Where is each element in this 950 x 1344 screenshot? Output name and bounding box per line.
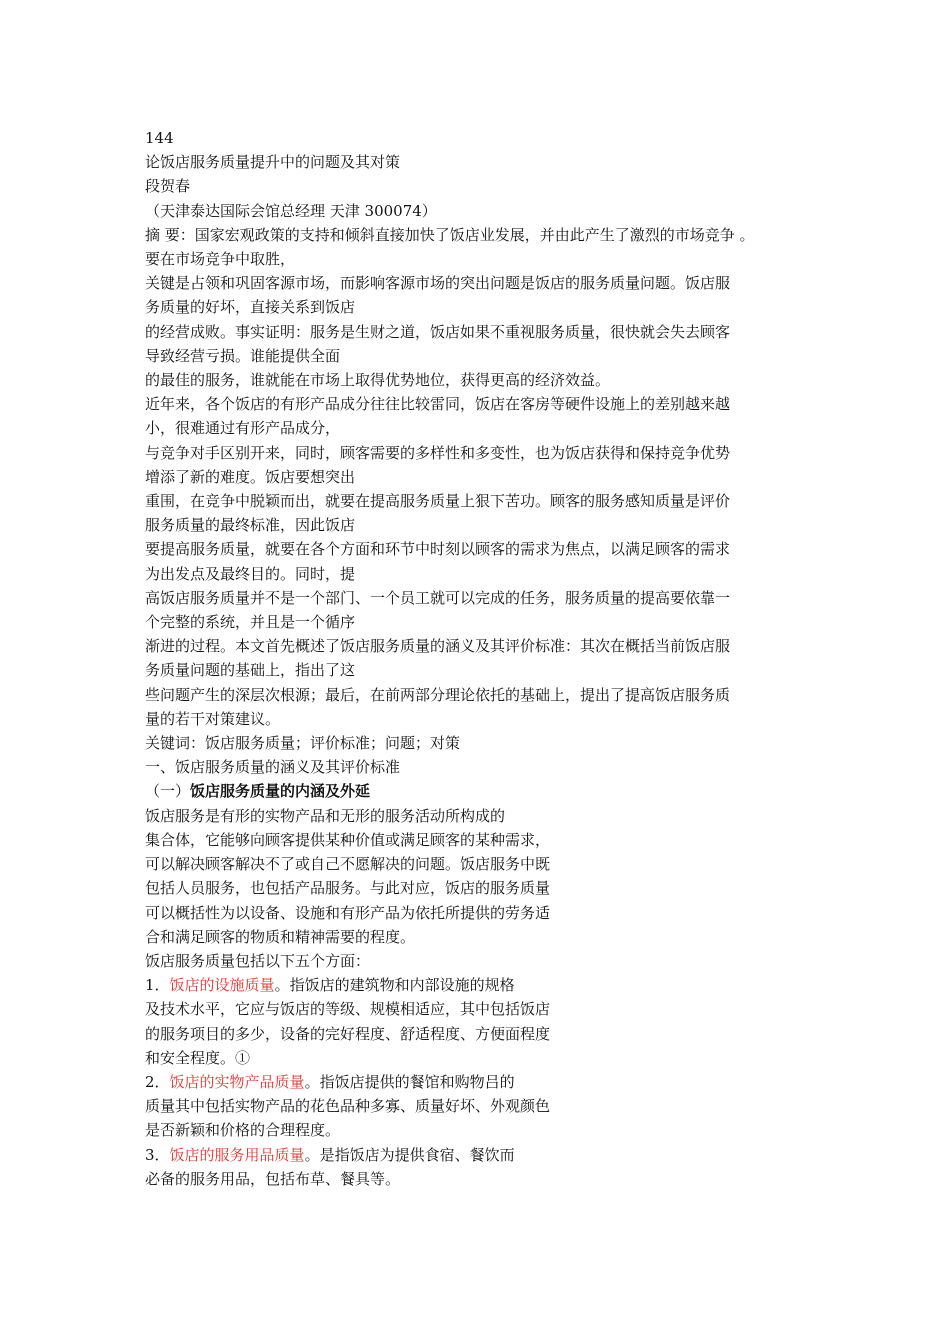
list-item-text: 。指饭店提供的餐馆和购物吕的 [304, 1072, 515, 1091]
abstract-line: 的经营成败。事实证明：服务是生财之道，饭店如果不重视服务质量，很快就会失去顾客 [145, 322, 731, 341]
body-paragraphs [145, 804, 815, 973]
abstract-line: 些问题产生的深层次根源；最后，在前两部分理论依托的基础上，提出了提高饭店服务质 [145, 685, 731, 704]
list-item-number: 2． [145, 1072, 170, 1091]
abstract-line: 服务质量的最终标准，因此饭店 [145, 516, 356, 535]
abstract-line: 务质量的好坏，直接关系到饭店 [145, 298, 356, 317]
subsection-title: 饭店服务质量的内涵及外延 [190, 782, 371, 801]
list-item-number: 3． [145, 1145, 170, 1164]
abstract-line: 个完整的系统，并且是一个循序 [145, 613, 356, 632]
body-line: 饭店服务是有形的实物产品和无形的服务活动所构成的 [145, 806, 506, 825]
abstract-line: 高饭店服务质量并不是一个部门、一个员工就可以完成的任务，服务质量的提高要依靠一 [145, 588, 731, 607]
abstract-line: 量的若干对策建议。 [145, 709, 281, 728]
page-number: 144 [145, 129, 174, 147]
abstract-line: 渐进的过程。本文首先概述了饭店服务质量的涵义及其评价标准：其次在概括当前饭店服 [145, 637, 731, 656]
subsection-prefix: （一） [145, 782, 191, 801]
abstract-line: 为出发点及最终目的。同时，提 [145, 564, 356, 583]
list-item-line: 必备的服务用品，包括布草、餐具等。 [145, 1169, 401, 1188]
list-item-line: 质量其中包括实物产品的花色品种多寡、质量好坏、外观颜色 [145, 1097, 551, 1116]
list-item-text: 。是指饭店为提供食宿、餐饮而 [304, 1145, 515, 1164]
list-item-first-line [145, 1070, 815, 1094]
abstract-line: 务质量问题的基础上，指出了这 [145, 661, 356, 680]
abstract-line: 要提高服务质量，就要在各个方面和环节中时刻以顾客的需求为焦点，以满足顾客的需求 [145, 540, 731, 559]
abstract-line: 的最佳的服务，谁就能在市场上取得优势地位，获得更高的经济效益。 [145, 371, 611, 390]
list-item-line: 和安全程度。① [145, 1048, 251, 1067]
abstract-line: 重围，在竞争中脱颖而出，就要在提高服务质量上狠下苦功。顾客的服务感知质量是评价 [145, 492, 731, 511]
list-item [145, 973, 815, 1070]
list-item-term: 饭店的服务用品质量 [169, 1145, 305, 1164]
body-line: 可以概括性为以设备、设施和有形产品为依托所提供的劳务适 [145, 903, 551, 922]
abstract-line: 增添了新的难度。饭店要想突出 [145, 467, 356, 486]
subsection-heading [145, 779, 815, 803]
list-item-first-line [145, 973, 815, 997]
article-title: 论饭店服务质量提升中的问题及其对策 [145, 153, 401, 172]
abstract-line: 与竞争对手区别开来，同时，顾客需要的多样性和多变性，也为饭店获得和保持竞争优势 [145, 443, 731, 462]
abstract [145, 223, 815, 731]
document-body [145, 126, 815, 1191]
list-item-text: 。指饭店的建筑物和内部设施的规格 [274, 976, 515, 995]
list-item-term: 饭店的设施质量 [169, 976, 275, 995]
list-item-term: 饭店的实物产品质量 [169, 1072, 305, 1091]
list-item-line: 的服务项目的多少，设备的完好程度、舒适程度、方便面程度 [145, 1024, 551, 1043]
body-line: 可以解决顾客解决不了或自己不愿解决的问题。饭店服务中既 [145, 855, 551, 874]
author-affiliation: （天津泰达国际会馆总经理 天津 300074） [145, 201, 437, 220]
abstract-line: 近年来，各个饭店的有形产品成分往往比较雷同，饭店在客房等硬件设施上的差别越来越 [145, 395, 731, 414]
keywords: 关键词：饭店服务质量；评价标准；问题；对策 [145, 734, 461, 753]
author-name: 段贺春 [145, 177, 191, 196]
body-line: 合和满足顾客的物质和精神需要的程度。 [145, 927, 416, 946]
list-item-first-line [145, 1143, 815, 1167]
list-item [145, 1143, 815, 1191]
abstract-line: 关键是占领和巩固客源市场，而影响客源市场的突出问题是饭店的服务质量问题。饭店服 [145, 274, 731, 293]
list-item [145, 1070, 815, 1143]
abstract-line: 要在市场竞争中取胜， [145, 250, 296, 269]
list-item-line: 是否新颖和价格的合理程度。 [145, 1121, 341, 1140]
abstract-line: 导致经营亏损。谁能提供全面 [145, 346, 341, 365]
section-heading: 一、饭店服务质量的涵义及其评价标准 [145, 758, 401, 777]
abstract-line: 摘 要：国家宏观政策的支持和倾斜直接加快了饭店业发展，并由此产生了激烈的市场竞争 。 [145, 225, 755, 244]
body-line: 饭店服务质量包括以下五个方面： [145, 951, 371, 970]
list-item-line: 及技术水平，它应与饭店的等级、规模相适应，其中包括饭店 [145, 1000, 551, 1019]
list-item-number: 1． [145, 976, 170, 995]
body-line: 包括人员服务，也包括产品服务。与此对应，饭店的服务质量 [145, 879, 551, 898]
body-line: 集合体，它能够向顾客提供某种价值或满足顾客的某种需求， [145, 830, 551, 849]
abstract-line: 小，很难通过有形产品成分， [145, 419, 341, 438]
